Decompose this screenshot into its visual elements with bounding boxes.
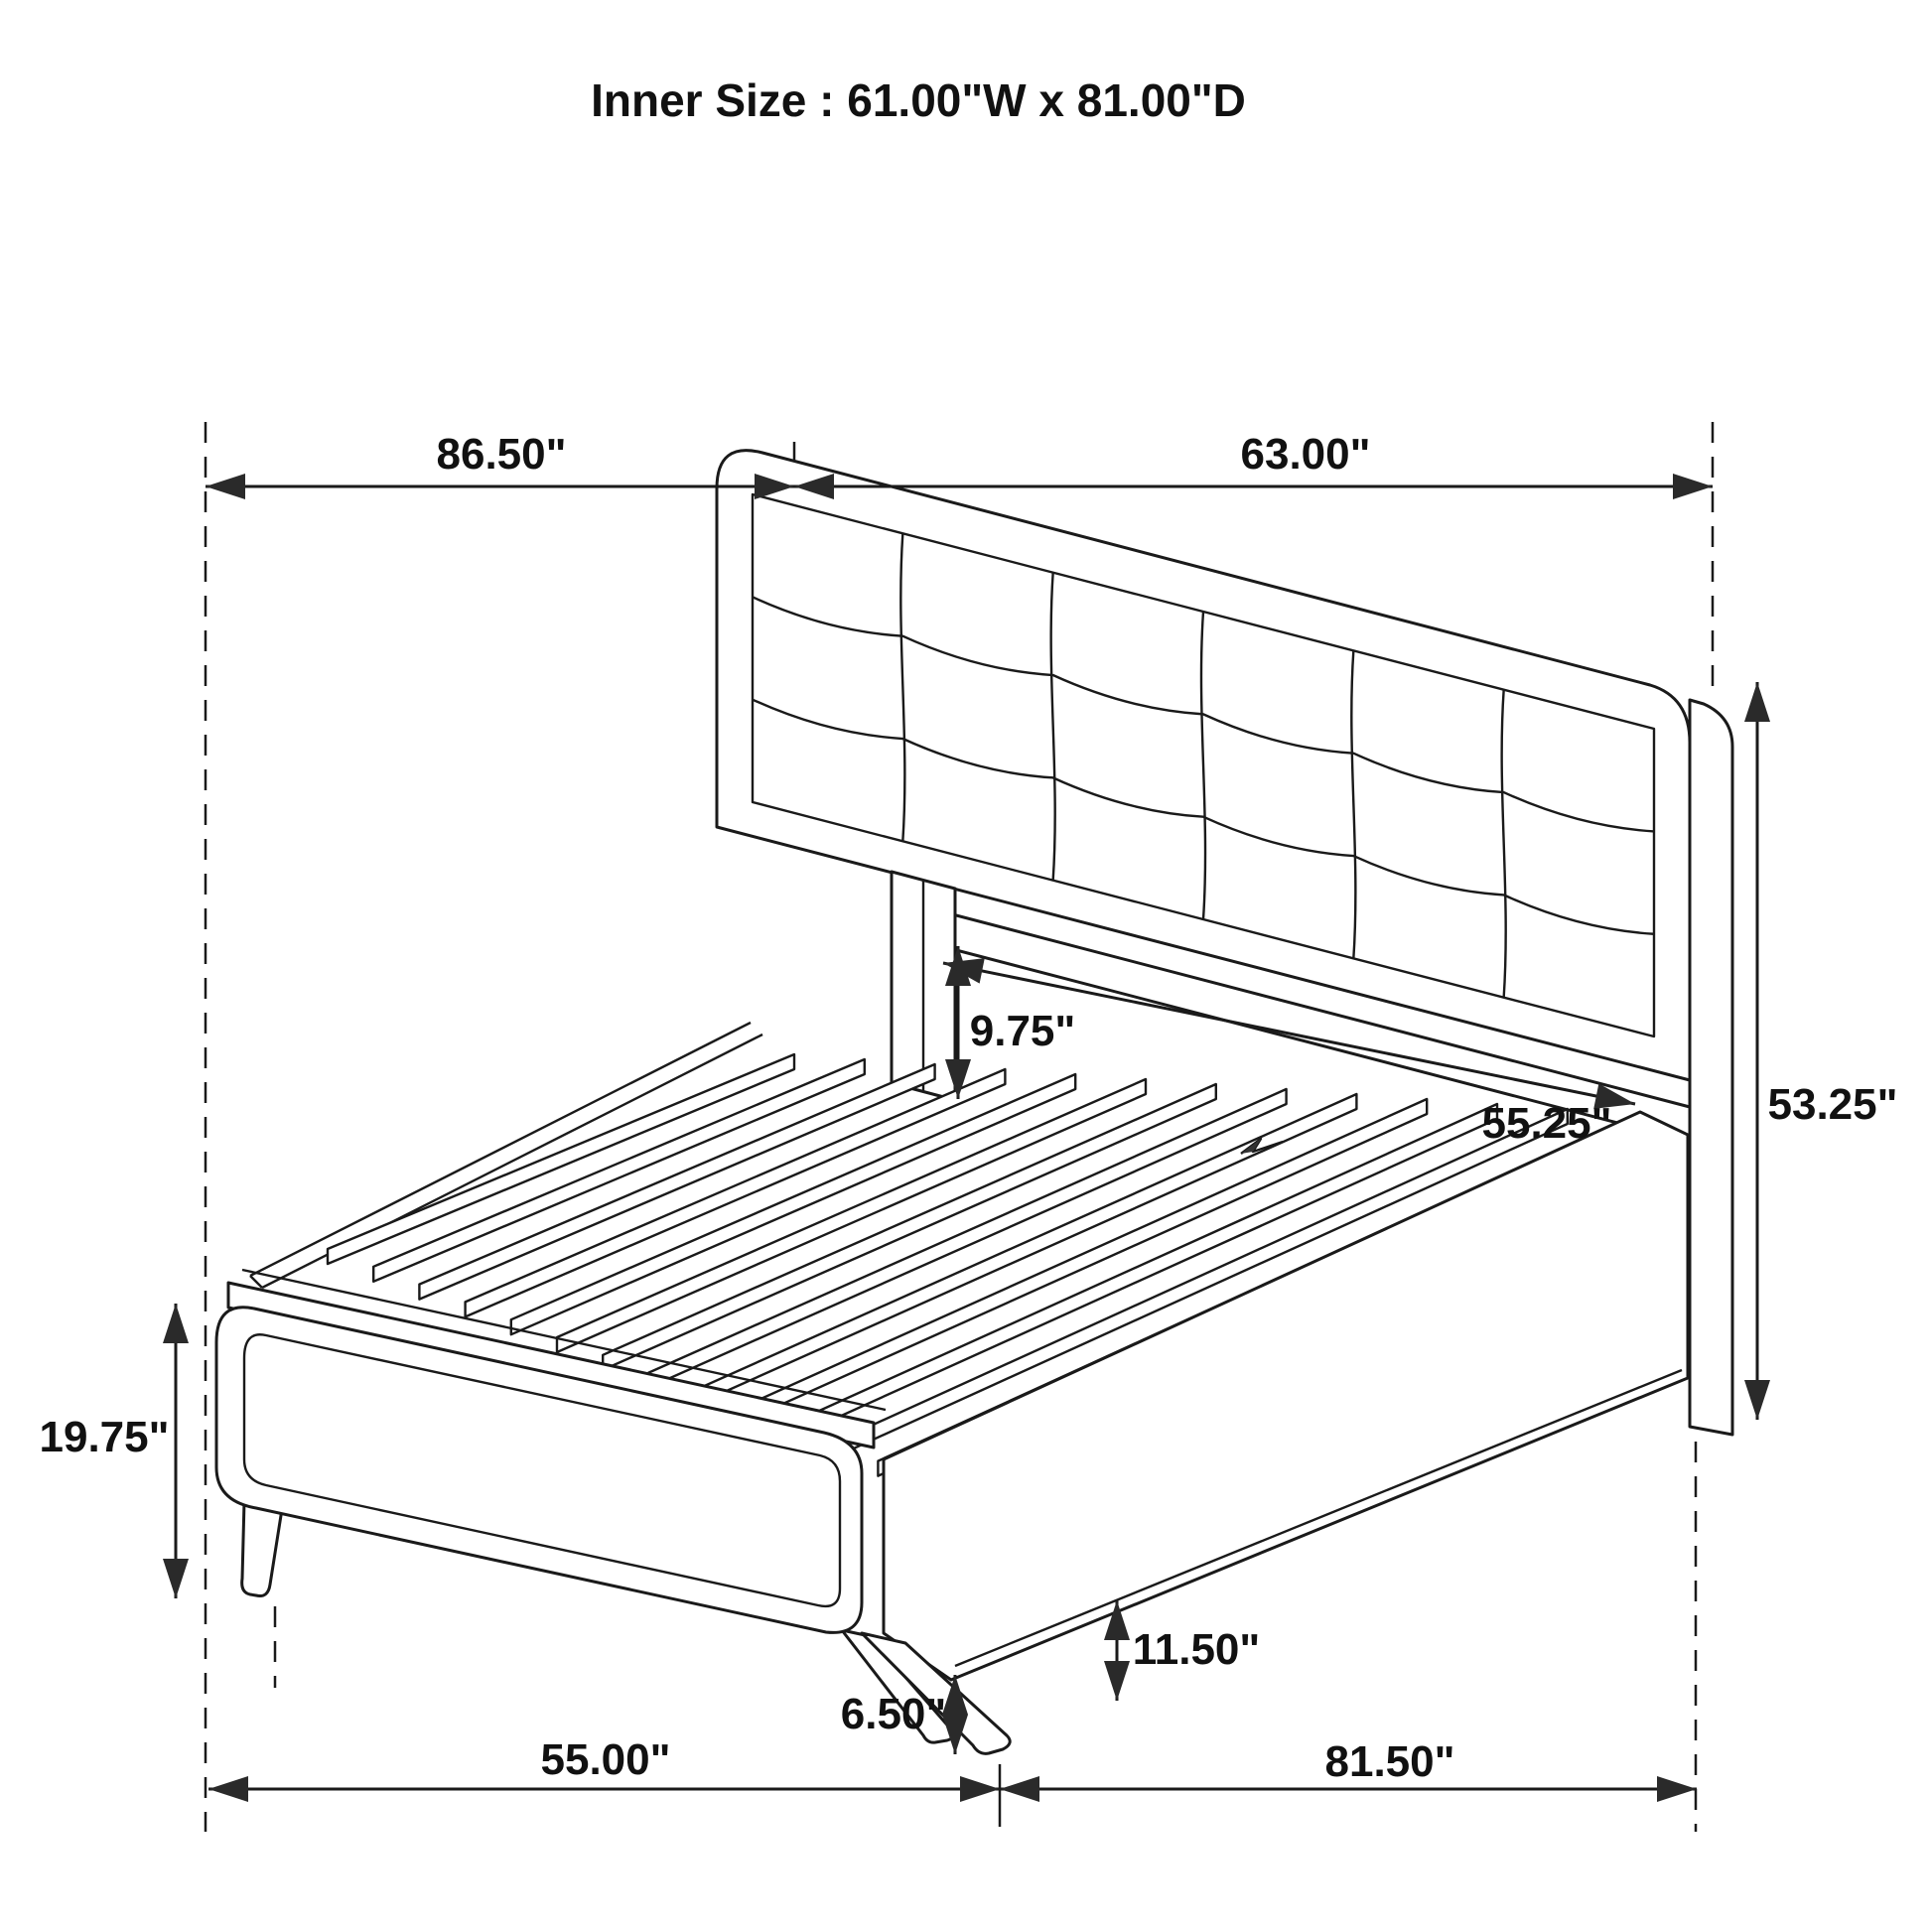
arrowhead-icon bbox=[960, 1776, 1000, 1802]
dim-label-53-25: 53.25" bbox=[1767, 1080, 1898, 1129]
dim-label-19-75: 19.75" bbox=[39, 1413, 170, 1461]
arrowhead-icon bbox=[1000, 1776, 1039, 1802]
dim-label-55-00: 55.00" bbox=[540, 1735, 671, 1784]
footboard-left-leg bbox=[242, 1501, 282, 1596]
arrowhead-icon bbox=[1673, 474, 1713, 499]
arrowhead-icon bbox=[163, 1304, 189, 1343]
dim-label-6-50: 6.50" bbox=[840, 1690, 947, 1738]
headboard-right-post bbox=[1690, 700, 1732, 1435]
arrowhead-icon bbox=[1744, 682, 1770, 722]
page-title: Inner Size : 61.00"W x 81.00"D bbox=[591, 74, 1246, 126]
arrowhead-icon bbox=[1104, 1661, 1130, 1701]
arrowhead-icon bbox=[163, 1559, 189, 1598]
dim-label-55-25: 55.25" bbox=[1481, 1099, 1612, 1148]
arrowhead-icon bbox=[1744, 1380, 1770, 1420]
dim-label-86-50: 86.50" bbox=[436, 430, 567, 479]
arrowhead-icon bbox=[1657, 1776, 1697, 1802]
dim-label-9-75: 9.75" bbox=[969, 1007, 1076, 1055]
slat bbox=[603, 1084, 1216, 1370]
dim-label-63-00: 63.00" bbox=[1240, 430, 1371, 479]
dim-label-81-50: 81.50" bbox=[1324, 1737, 1455, 1786]
arrowhead-icon bbox=[206, 474, 245, 499]
side-rail-face bbox=[884, 1112, 1688, 1680]
arrowhead-icon bbox=[208, 1776, 248, 1802]
dim-label-11-50: 11.50" bbox=[1132, 1625, 1261, 1674]
left-side-rail-end bbox=[250, 1276, 262, 1288]
